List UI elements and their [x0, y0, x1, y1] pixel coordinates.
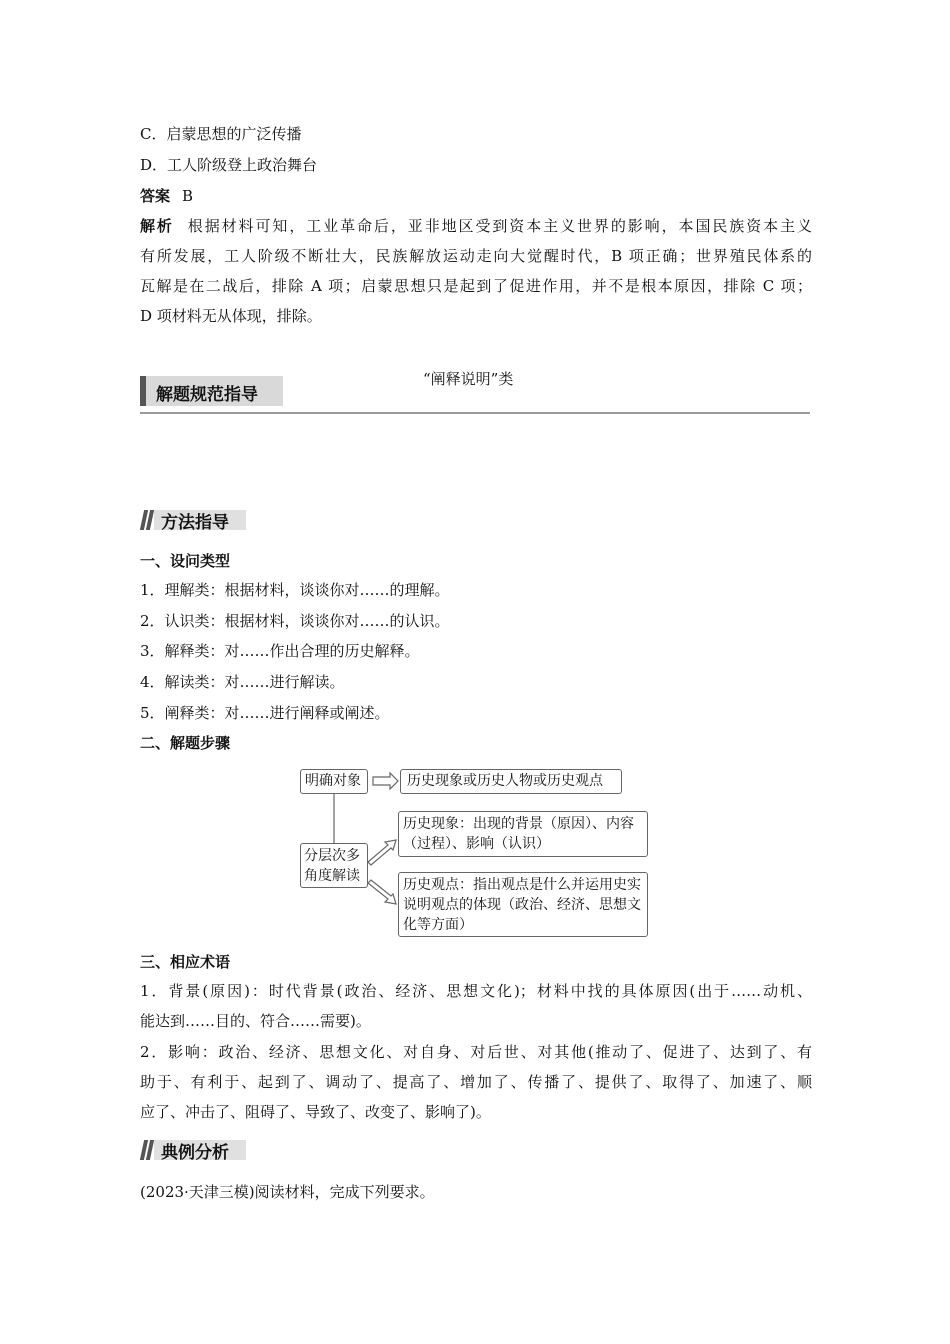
method-item-4: 4．解读类：对……进行解读。	[140, 673, 345, 691]
example-header: 典例分析	[140, 1137, 246, 1163]
method-item-1: 1．理解类：根据材料，谈谈你对……的理解。	[140, 581, 450, 599]
answer-value: B	[182, 187, 194, 205]
term1-line-1: 1．背景(原因)：时代背景(政治、经济、思想文化)；材料中找的具体原因(出于……动机、	[140, 982, 812, 1000]
method-item-5: 5．阐释类：对……进行阐释或阐述。	[140, 704, 390, 722]
part1-title: 一、设问类型	[140, 552, 231, 570]
diagram-box-layered: 分层次多角度解读	[300, 843, 368, 888]
option-c: C．启蒙思想的广泛传播	[140, 125, 302, 143]
answer-label: 答案	[140, 187, 171, 205]
diagram-box-target: 历史现象或历史人物或历史观点	[400, 769, 622, 794]
option-d: D．工人阶级登上政治舞台	[140, 156, 318, 174]
analysis-line-3: 瓦解是在二战后，排除 A 项；启蒙思想只是起到了促进作用，并不是根本原因，排除 C 项；	[140, 277, 812, 295]
section-title: “阐释说明”类	[423, 370, 514, 388]
term1-line-2: 能达到……目的、符合……需要)。	[140, 1012, 371, 1030]
term2-line-3: 应了、冲击了、阻碍了、导致了、改变了、影响了)。	[140, 1103, 491, 1121]
analysis-line-2: 有所发展，工人阶级不断壮大，民族解放运动走向大觉醒时代，B 项正确；世界殖民体系的	[140, 247, 812, 265]
example-intro: (2023·天津三模)阅读材料，完成下列要求。	[140, 1183, 435, 1201]
method-item-3: 3．解释类：对……作出合理的历史解释。	[140, 642, 420, 660]
analysis-line-1: 解析 根据材料可知，工业革命后，亚非地区受到资本主义世界的影响，本国民族资本主义	[140, 217, 812, 235]
diagram-box-viewpoint: 历史观点：指出观点是什么并运用史实说明观点的体现（政治、经济、思想文化等方面）	[398, 872, 648, 937]
arrow-upright-icon	[368, 840, 396, 865]
arrow-right-icon	[373, 773, 398, 789]
method-item-2: 2．认识类：根据材料，谈谈你对……的认识。	[140, 612, 450, 630]
method-header: 方法指导	[140, 507, 246, 533]
diagram-box-phenomenon: 历史现象：出现的背景（原因）、内容（过程）、影响（认识）	[398, 811, 648, 857]
term2-line-1: 2．影响：政治、经济、思想文化、对自身、对后世、对其他(推动了、促进了、达到了、有	[140, 1043, 812, 1061]
analysis-line-4: D 项材料无从体现，排除。	[140, 307, 322, 325]
term2-line-2: 助于、有利于、起到了、调动了、提高了、增加了、传播了、提供了、取得了、加速了、顺	[140, 1073, 812, 1091]
part2-title: 二、解题步骤	[140, 734, 231, 752]
section-tag: 解题规范指导	[140, 376, 283, 406]
arrow-downright-icon	[368, 880, 396, 904]
terms-title: 三、相应术语	[140, 953, 231, 971]
diagram-box-identify: 明确对象	[300, 769, 368, 794]
analysis-label: 解析	[140, 217, 174, 235]
